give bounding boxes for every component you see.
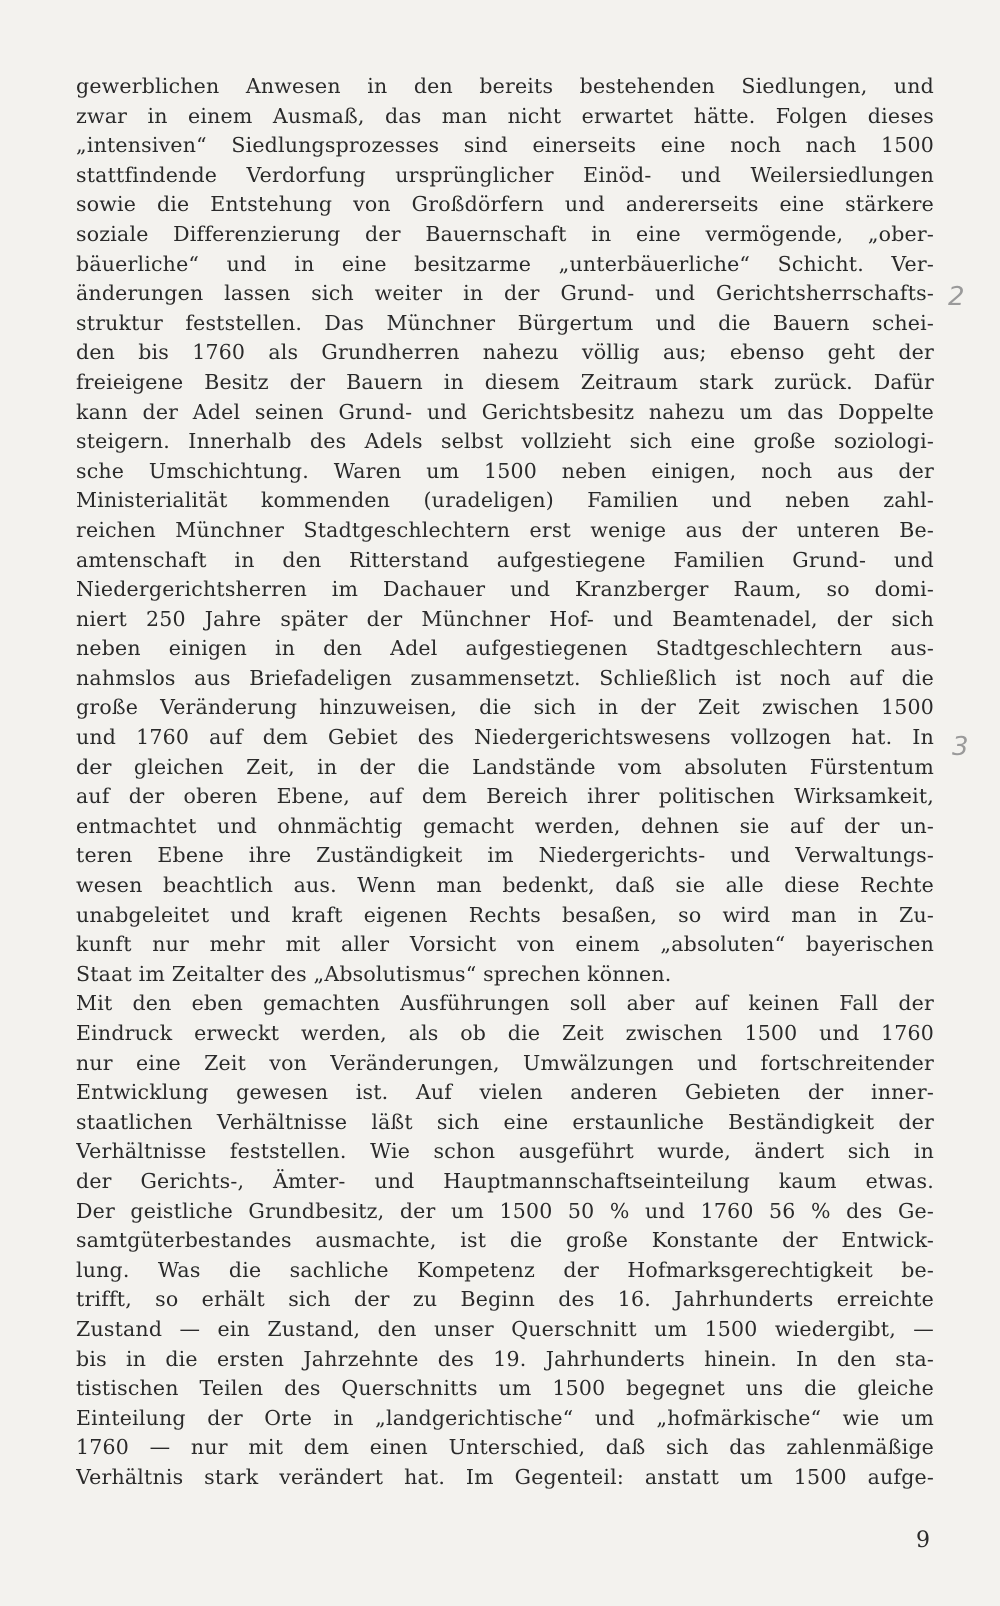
margin-annotation-3: 3 — [952, 732, 969, 762]
body-text — [76, 72, 934, 1493]
text-line-48: Verhältnis stark verändert hat. Im Gegenteil: anstatt um 1500 aufge- — [76, 1464, 934, 1489]
text-line-37: Verhältnisse feststellen. Wie schon ausgeführt wurde, ändert sich in — [76, 1139, 934, 1164]
text-line-21: nahmslos aus Briefadeligen zusammensetzt. Schließlich ist noch auf die — [76, 665, 934, 690]
text-line-36: staatlichen Verhältnisse läßt sich eine erstaunliche Beständigkeit der — [76, 1109, 934, 1134]
text-line-3: „intensiven“ Siedlungsprozesses sind einerseits eine noch nach 1500 — [76, 133, 934, 158]
text-line-18: Niedergerichtsherren im Dachauer und Kranzberger Raum, so domi- — [76, 577, 934, 602]
text-line-31: Staat im Zeitalter des „Absolutismus“ sprechen können. — [76, 961, 672, 986]
text-line-12: kann der Adel seinen Grund- und Gerichtsbesitz nahezu um das Doppelte — [76, 399, 934, 424]
text-line-41: lung. Was die sachliche Kompetenz der Hofmarksgerechtigkeit be- — [76, 1257, 934, 1282]
text-line-9: struktur feststellen. Das Münchner Bürgertum und die Bauern schei- — [76, 310, 934, 335]
text-line-33: Eindruck erweckt werden, als ob die Zeit zwischen 1500 und 1760 — [76, 1021, 934, 1045]
text-line-42: trifft, so erhält sich der zu Beginn des 16. Jahrhunderts erreichte — [76, 1287, 934, 1312]
text-line-27: teren Ebene ihre Zuständigkeit im Niedergerichts- und Verwaltungs- — [76, 843, 934, 868]
text-line-1: gewerblichen Anwesen in den bereits bestehenden Siedlungen, und — [76, 74, 934, 98]
text-line-20: neben einigen in den Adel aufgestiegenen Stadtgeschlechtern aus- — [76, 636, 934, 661]
text-line-30: kunft nur mehr mit aller Vorsicht von einem „absoluten“ bayerischen — [76, 932, 934, 957]
text-line-35: Entwicklung gewesen ist. Auf vielen anderen Gebieten der inner- — [76, 1080, 934, 1105]
text-line-6: soziale Differenzierung der Bauernschaft in eine vermögende, „ober- — [76, 221, 934, 246]
text-line-22: große Veränderung hinzuweisen, die sich in der Zeit zwischen 1500 — [76, 695, 934, 720]
text-line-8: änderungen lassen sich weiter in der Grund- und Gerichtsherrschafts- — [76, 281, 934, 306]
text-line-45: tistischen Teilen des Querschnitts um 1500 begegnet uns die gleiche — [76, 1376, 934, 1401]
text-line-4: stattfindende Verdorfung ursprünglicher Einöd- und Weilersiedlungen — [76, 162, 934, 187]
margin-annotation-2: 2 — [948, 282, 965, 312]
text-line-5: sowie die Entstehung von Großdörfern und andererseits eine stärkere — [76, 192, 934, 217]
text-line-11: freieigene Besitz der Bauern in diesem Zeitraum stark zurück. Dafür — [76, 369, 934, 394]
text-line-10: den bis 1760 als Grundherren nahezu völlig aus; ebenso geht der — [76, 340, 934, 365]
text-line-15: Ministerialität kommenden (uradeligen) Familien und neben zahl- — [76, 488, 934, 513]
text-line-32: Mit den eben gemachten Ausführungen soll aber auf keinen Fall der — [76, 991, 934, 1016]
text-line-28: wesen beachtlich aus. Wenn man bedenkt, daß sie alle diese Rechte — [76, 873, 934, 898]
text-line-24: der gleichen Zeit, in der die Landstände vom absoluten Fürstentum — [76, 754, 934, 779]
text-line-2: zwar in einem Ausmaß, das man nicht erwartet hätte. Folgen dieses — [76, 103, 934, 128]
text-line-29: unabgeleitet und kraft eigenen Rechts besaßen, so wird man in Zu- — [76, 902, 934, 927]
text-line-34: nur eine Zeit von Veränderungen, Umwälzungen und fortschreitender — [76, 1050, 934, 1075]
text-line-7: bäuerliche“ und in eine besitzarme „unterbäuerliche“ Schicht. Ver- — [76, 251, 934, 276]
text-line-39: Der geistliche Grundbesitz, der um 1500 50 % und 1760 56 % des Ge- — [76, 1198, 934, 1223]
text-line-38: der Gerichts-, Ämter- und Hauptmannschaftseinteilung kaum etwas. — [76, 1168, 934, 1193]
text-line-17: amtenschaft in den Ritterstand aufgestiegene Familien Grund- und — [76, 547, 934, 572]
text-line-46: Einteilung der Orte in „landgerichtische“ und „hofmärkische“ wie um — [76, 1405, 934, 1430]
text-line-44: bis in die ersten Jahrzehnte des 19. Jahrhunderts hinein. In den sta- — [76, 1346, 934, 1371]
text-line-13: steigern. Innerhalb des Adels selbst vollzieht sich eine große soziologi- — [76, 429, 934, 454]
text-line-43: Zustand — ein Zustand, den unser Querschnitt um 1500 wiedergibt, — — [76, 1316, 934, 1341]
text-line-16: reichen Münchner Stadtgeschlechtern erst wenige aus der unteren Be- — [76, 517, 934, 542]
text-line-23: und 1760 auf dem Gebiet des Niedergerichtswesens vollzogen hat. In — [76, 725, 934, 750]
text-line-14: sche Umschichtung. Waren um 1500 neben einigen, noch aus der — [76, 458, 934, 483]
text-line-19: niert 250 Jahre später der Münchner Hof- und Beamtenadel, der sich — [76, 606, 934, 631]
text-line-47: 1760 — nur mit dem einen Unterschied, daß sich das zahlenmäßige — [76, 1435, 934, 1460]
text-line-25: auf der oberen Ebene, auf dem Bereich ihrer politischen Wirksamkeit, — [76, 784, 934, 809]
page-number: 9 — [916, 1528, 930, 1553]
text-line-40: samtgüterbestandes ausmachte, ist die große Konstante der Entwick- — [76, 1228, 934, 1253]
text-line-26: entmachtet und ohnmächtig gemacht werden, dehnen sie auf der un- — [76, 813, 934, 838]
